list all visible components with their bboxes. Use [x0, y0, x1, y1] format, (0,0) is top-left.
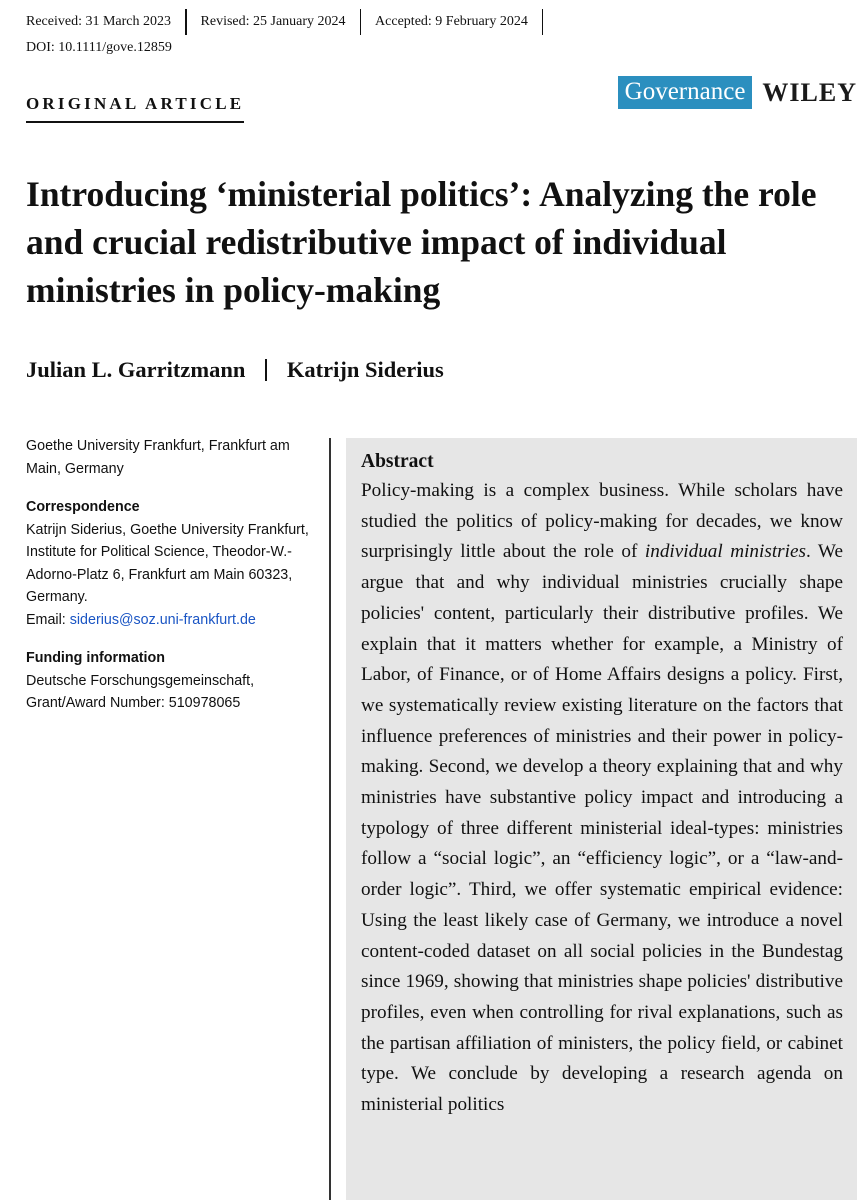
doi: DOI: 10.1111/gove.12859: [26, 40, 172, 55]
correspondence-heading: Correspondence: [26, 499, 140, 515]
sidebar-info: [26, 435, 316, 731]
author-list: [26, 357, 444, 383]
received-date: Received: 31 March 2023: [26, 14, 172, 29]
abstract-text: [361, 476, 843, 1121]
email-link[interactable]: siderius@soz.uni-frankfurt.de: [69, 611, 256, 628]
author-name: Katrijn Siderius: [286, 357, 444, 382]
abstract-italic-phrase: individual ministries: [644, 541, 806, 563]
author-name: Julian L. Garritzmann: [26, 357, 246, 382]
journal-branding: [618, 76, 857, 109]
accepted-date: Accepted: 9 February 2024: [375, 14, 528, 29]
column-divider: [329, 438, 331, 1200]
correspondence-email: [26, 609, 316, 632]
journal-logo: Governance: [618, 76, 753, 109]
author-separator: [265, 359, 267, 381]
correspondence: [26, 496, 316, 631]
abstract-text-part: . We argue that and why individual ministries crucially shape policies' content, particularly their distributive profiles. We explain that it matters whether for example, a Ministry of Labor, of Finance, or of Home Affairs designs a policy. First, we systematically review existing literature on the factors that influence preferences of ministries and their power in policy-making. Second, we develop a theory explaining that and why ministries have substantive policy impact and introducing a typology of three different ministerial ideal-types: ministries follow a “social logic”, an “efficiency logic”, or a “law-and-order logic”. Third, we offer systematic empirical evidence: Using the least likely case of Germany, we introduce a novel content-coded dataset on all social policies in the Bundestag since 1969, showing that ministries shape policies' distributive profiles, even when controlling for rival explanations, such as the partisan affiliation of ministers, the policy field, or cabinet type. We conclude by developing a research agenda on ministerial politics: [361, 541, 844, 1116]
affiliation: Goethe University Frankfurt, Frankfurt am Main, Germany: [26, 438, 290, 477]
article-title: Introducing ‘ministerial politics’: Analyzing the role and crucial redistributive impact of individual ministries in policy-making: [26, 174, 817, 310]
article-type: ORIGINAL ARTICLE: [26, 94, 244, 123]
abstract-text-part: Policy-making is a complex business. While scholars have studied the politics of policy-making for decades, we know surprisingly little about the role of: [361, 480, 843, 563]
abstract-box: [346, 438, 857, 1200]
funding-info: [26, 647, 316, 715]
publisher-logo: WILEY: [762, 77, 857, 107]
email-label: Email:: [26, 611, 66, 628]
funding-text: Deutsche Forschungsgemeinschaft, Grant/Award Number: 510978065: [26, 672, 255, 711]
abstract-heading: Abstract: [361, 451, 434, 472]
publication-dates: [26, 9, 543, 35]
date-separator: [542, 9, 544, 35]
correspondence-address: Katrijn Siderius, Goethe University Frankfurt, Institute for Political Science, Theodor-W.-Adorno-Platz 6, Frankfurt am Main 60323, Germany.: [26, 521, 309, 605]
revised-date: Revised: 25 January 2024: [200, 14, 346, 29]
funding-heading: Funding information: [26, 650, 165, 666]
